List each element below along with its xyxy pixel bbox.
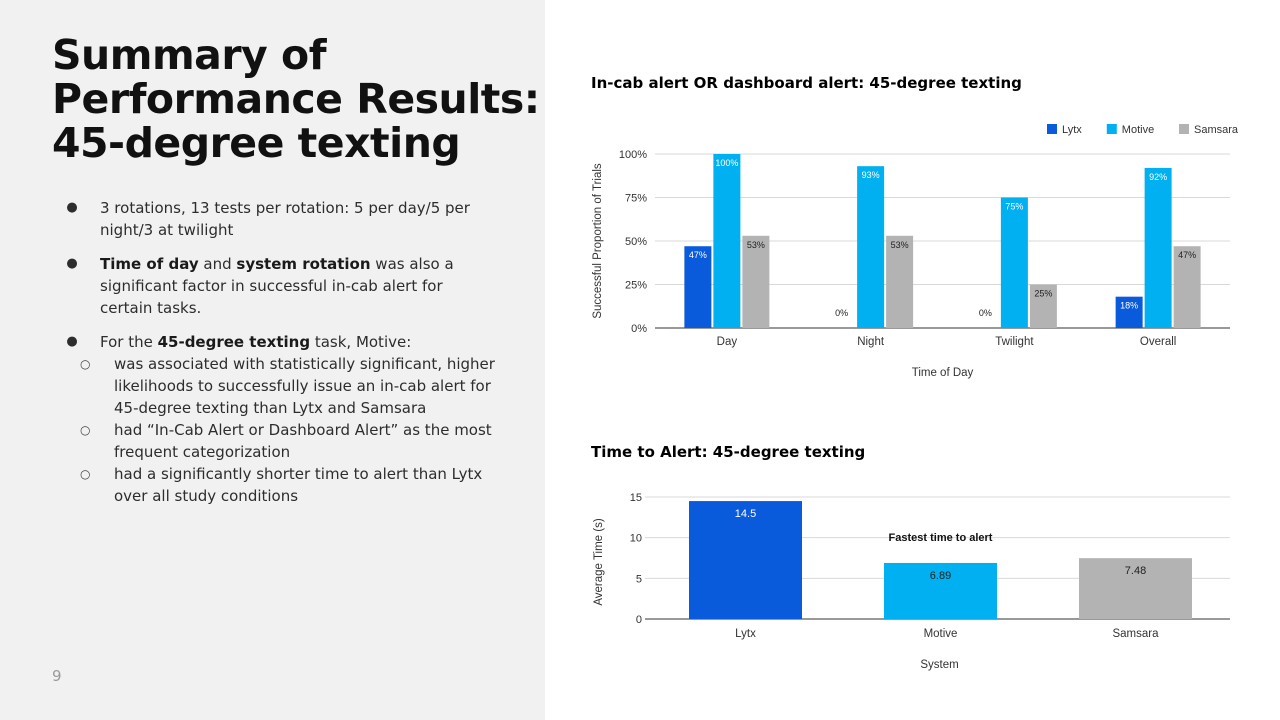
bar bbox=[713, 154, 740, 328]
y-tick-label: 25% bbox=[624, 279, 647, 292]
x-tick-label: Samsara bbox=[1112, 628, 1159, 640]
data-label: 6.89 bbox=[929, 569, 952, 582]
proportion-bar-chart bbox=[585, 110, 1245, 390]
legend-swatch bbox=[1047, 124, 1057, 134]
bullet-circle-icon: ○ bbox=[80, 423, 91, 437]
bar bbox=[857, 166, 884, 328]
bullet-bold-text: system rotation bbox=[236, 255, 371, 273]
y-tick-label: 50% bbox=[624, 236, 647, 248]
bullet-item bbox=[66, 253, 496, 319]
bullet-circle-icon: ○ bbox=[80, 467, 91, 481]
bar bbox=[1001, 198, 1028, 329]
data-label: 75% bbox=[1005, 201, 1024, 212]
bullet-item bbox=[66, 197, 496, 241]
bullet-item bbox=[66, 331, 496, 353]
sub-bullet-text: had a significantly shorter time to alert than Lytx over all study conditions bbox=[114, 465, 483, 505]
bullet-text: 3 rotations, 13 tests per rotation: 5 per day/5 per night/3 at twilight bbox=[100, 199, 470, 239]
data-label: 93% bbox=[861, 170, 880, 181]
y-tick-label: 10 bbox=[629, 532, 642, 545]
bullet-dot-icon: ● bbox=[66, 256, 78, 271]
data-label: 0% bbox=[978, 308, 992, 318]
slide-title-line: Summary of bbox=[52, 31, 327, 79]
bullet-circle-icon: ○ bbox=[80, 357, 91, 371]
legend-label: Motive bbox=[1121, 124, 1155, 136]
annotation-label: Fastest time to alert bbox=[888, 531, 993, 544]
y-axis-title: Successful Proportion of Trials bbox=[592, 163, 604, 319]
slide-title-line: 45-degree texting bbox=[52, 119, 461, 167]
time-to-alert-bar-chart bbox=[585, 485, 1245, 680]
data-label: 92% bbox=[1149, 171, 1168, 182]
x-tick-label: Twilight bbox=[995, 336, 1034, 348]
bullet-text: and bbox=[198, 255, 237, 273]
bullet-text: was also a significant factor in successful in-cab alert for certain tasks. bbox=[100, 255, 454, 317]
bullet-bold-text: 45-degree texting bbox=[157, 333, 311, 351]
sub-bullet-list bbox=[66, 353, 496, 507]
sub-bullet-item bbox=[66, 419, 496, 463]
x-axis-title: System bbox=[920, 659, 959, 671]
bullet-text: For the bbox=[100, 333, 158, 351]
data-label: 53% bbox=[890, 239, 909, 250]
sub-bullet-item bbox=[66, 353, 496, 419]
sub-bullet-text: was associated with statistically significant, higher likelihoods to successfully issue an in-cab alert for 45-degree texting than Lytx and Samsara bbox=[114, 355, 495, 417]
x-axis-title: Time of Day bbox=[911, 367, 974, 379]
bullet-list bbox=[66, 197, 496, 507]
sub-bullet-text: had “In-Cab Alert or Dashboard Alert” as the most frequent categorization bbox=[114, 421, 492, 461]
x-tick-label: Motive bbox=[923, 628, 958, 640]
y-tick-label: 100% bbox=[618, 149, 647, 161]
x-tick-label: Night bbox=[857, 336, 885, 348]
slide-title-line: Performance Results: bbox=[52, 75, 540, 123]
data-label: 53% bbox=[746, 239, 765, 250]
x-tick-label: Overall bbox=[1139, 336, 1177, 348]
x-tick-label: Lytx bbox=[735, 628, 756, 640]
data-label: 14.5 bbox=[734, 508, 757, 521]
data-label: 100% bbox=[715, 158, 739, 168]
data-label: 47% bbox=[688, 250, 707, 261]
legend-label: Lytx bbox=[1062, 124, 1082, 136]
data-label: 0% bbox=[835, 308, 849, 318]
y-tick-label: 0% bbox=[631, 323, 647, 335]
bullet-dot-icon: ● bbox=[66, 200, 78, 215]
bullet-bold-text: Time of day bbox=[100, 255, 199, 273]
data-label: 7.48 bbox=[1124, 565, 1147, 578]
bullet-dot-icon: ● bbox=[66, 334, 78, 349]
bar bbox=[1145, 168, 1172, 328]
data-label: 25% bbox=[1034, 288, 1053, 299]
legend-swatch bbox=[1107, 124, 1117, 134]
y-tick-label: 75% bbox=[624, 192, 647, 205]
y-tick-label: 0 bbox=[635, 614, 642, 626]
y-axis-title: Average Time (s) bbox=[593, 518, 605, 606]
data-label: 47% bbox=[1178, 250, 1197, 261]
legend-swatch bbox=[1179, 124, 1189, 134]
slide-title bbox=[52, 31, 540, 167]
data-label: 18% bbox=[1120, 300, 1139, 311]
y-tick-label: 5 bbox=[635, 573, 642, 586]
chart1-title: In-cab alert OR dashboard alert: 45-degree texting bbox=[591, 74, 1022, 92]
x-tick-label: Day bbox=[716, 336, 738, 348]
y-tick-label: 15 bbox=[629, 492, 642, 504]
sub-bullet-item bbox=[66, 463, 496, 507]
legend-label: Samsara bbox=[1194, 124, 1239, 136]
chart2-title: Time to Alert: 45-degree texting bbox=[591, 443, 866, 461]
page-number: 9 bbox=[52, 667, 62, 685]
bullet-text: task, Motive: bbox=[310, 333, 412, 351]
